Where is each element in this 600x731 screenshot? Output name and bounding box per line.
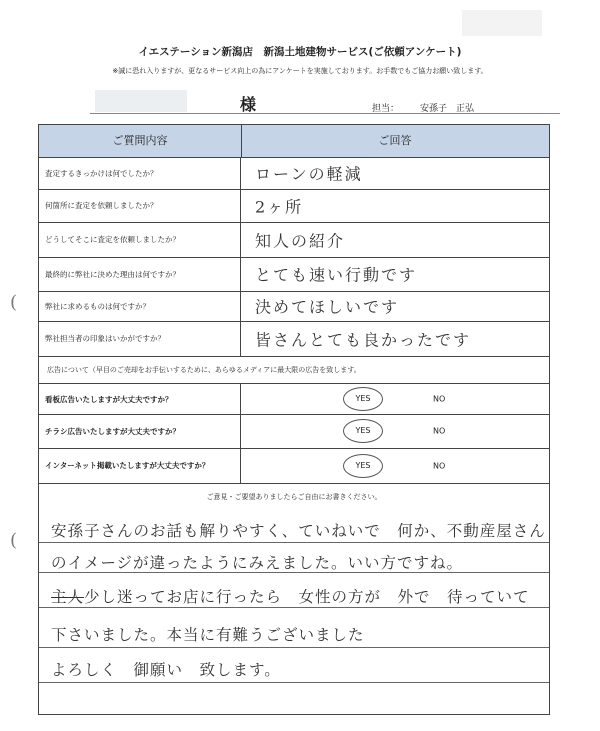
table-row: [39, 448, 549, 484]
comment-line: よろしく 御願い 致します。: [51, 661, 281, 679]
handwritten-answer: 知人の紹介: [255, 231, 346, 250]
comment-rule: [39, 542, 549, 543]
comment-line: [51, 585, 530, 607]
table-row: [39, 189, 549, 223]
comment-line: 下さいました。本当に有難うございました: [51, 626, 365, 644]
question-text: 弊社担当者の印象はいかがですか？: [39, 321, 241, 356]
comment-line: 安孫子さんのお話も解りやすく、ていねいで 何か、不動産屋さん: [51, 522, 546, 540]
answer-cell: [241, 384, 549, 414]
handwritten-answer: 2ヶ所: [255, 197, 304, 216]
question-text: 看板広告いたしますが大丈夫ですか？: [39, 384, 241, 414]
column-header-question: ご質問内容: [39, 125, 242, 157]
answer-cell: [241, 448, 549, 483]
honorific: 様: [240, 95, 257, 114]
comment-rule: [39, 607, 549, 608]
answer-cell: [241, 157, 549, 189]
redacted-customer-name: [95, 90, 187, 112]
answer-cell: [241, 257, 549, 291]
answer-cell: [241, 222, 549, 257]
margin-bracket-mark: (: [10, 530, 18, 551]
table-row: [39, 414, 549, 449]
question-text: 弊社に求めるものは何ですか？: [39, 291, 241, 321]
ad-note: 広告について（早目のご売却をお手伝いするために、あらゆるメディアに最大限の広告を致します。: [39, 356, 549, 384]
comment-line-text: 少し迷ってお店に行ったら 女性の方が 外で 待っていて: [84, 588, 530, 606]
intro-note: ※誠に恐れ入りますが、更なるサービス向上の為にアンケートを実施しております。お手数でもご協力お願い致します。: [112, 67, 488, 75]
answer-cell: [241, 189, 549, 222]
comment-line: のイメージが違ったようにみえました。いい方ですね。: [51, 554, 464, 572]
yes-option-circled: YES: [343, 387, 383, 411]
struck-out-text: 主人: [51, 588, 85, 606]
yes-option-circled: YES: [343, 454, 383, 478]
table-row: [39, 257, 549, 292]
question-text: 何箇所に査定を依頼しましたか？: [39, 189, 241, 222]
question-text: チラシ広告いたしますが大丈夫ですか？: [39, 414, 241, 448]
answer-cell: [241, 414, 549, 448]
name-underline: [90, 113, 560, 114]
staff-name: 安孫子 正弘: [420, 104, 475, 114]
no-option: NO: [433, 461, 446, 470]
question-text: 査定するきっかけは何でしたか？: [39, 157, 241, 189]
table-row: [39, 291, 549, 322]
column-header-answer: ご回答: [378, 134, 412, 147]
margin-bracket-mark: (: [10, 292, 18, 313]
handwritten-answer: ローンの軽減: [255, 164, 363, 184]
handwritten-answer: 皆さんとても良かったです: [255, 330, 472, 349]
survey-form: [38, 124, 550, 715]
yes-option-circled: YES: [343, 419, 383, 443]
comment-rule: [39, 647, 549, 648]
no-option: NO: [433, 426, 446, 436]
question-text: インターネット掲載いたしますが大丈夫ですか？: [39, 448, 241, 483]
answer-cell: [241, 291, 549, 321]
question-text: 最終的に弊社に決めた理由は何ですか？: [39, 257, 241, 291]
handwritten-answer: とても速い行動です: [255, 265, 418, 285]
table-row: [39, 157, 549, 190]
comment-rule: [39, 682, 549, 683]
answer-cell: [241, 321, 549, 356]
table-row: [39, 321, 549, 357]
document-title: イエステーション新潟店 新潟土地建物サービス(ご依頼アンケート): [138, 46, 462, 58]
handwritten-answer: 決めてほしいです: [255, 297, 400, 317]
table-row: [39, 222, 549, 258]
no-option: NO: [433, 394, 446, 404]
comment-prompt: ご意見・ご要望ありましたらご自由にお書きください。: [206, 493, 382, 501]
table-header: [39, 125, 549, 158]
table-row: [39, 384, 549, 415]
redacted-block: [462, 10, 542, 36]
staff-label: 担当：: [372, 104, 400, 114]
question-text: どうしてそこに査定を依頼しましたか？: [39, 222, 241, 257]
